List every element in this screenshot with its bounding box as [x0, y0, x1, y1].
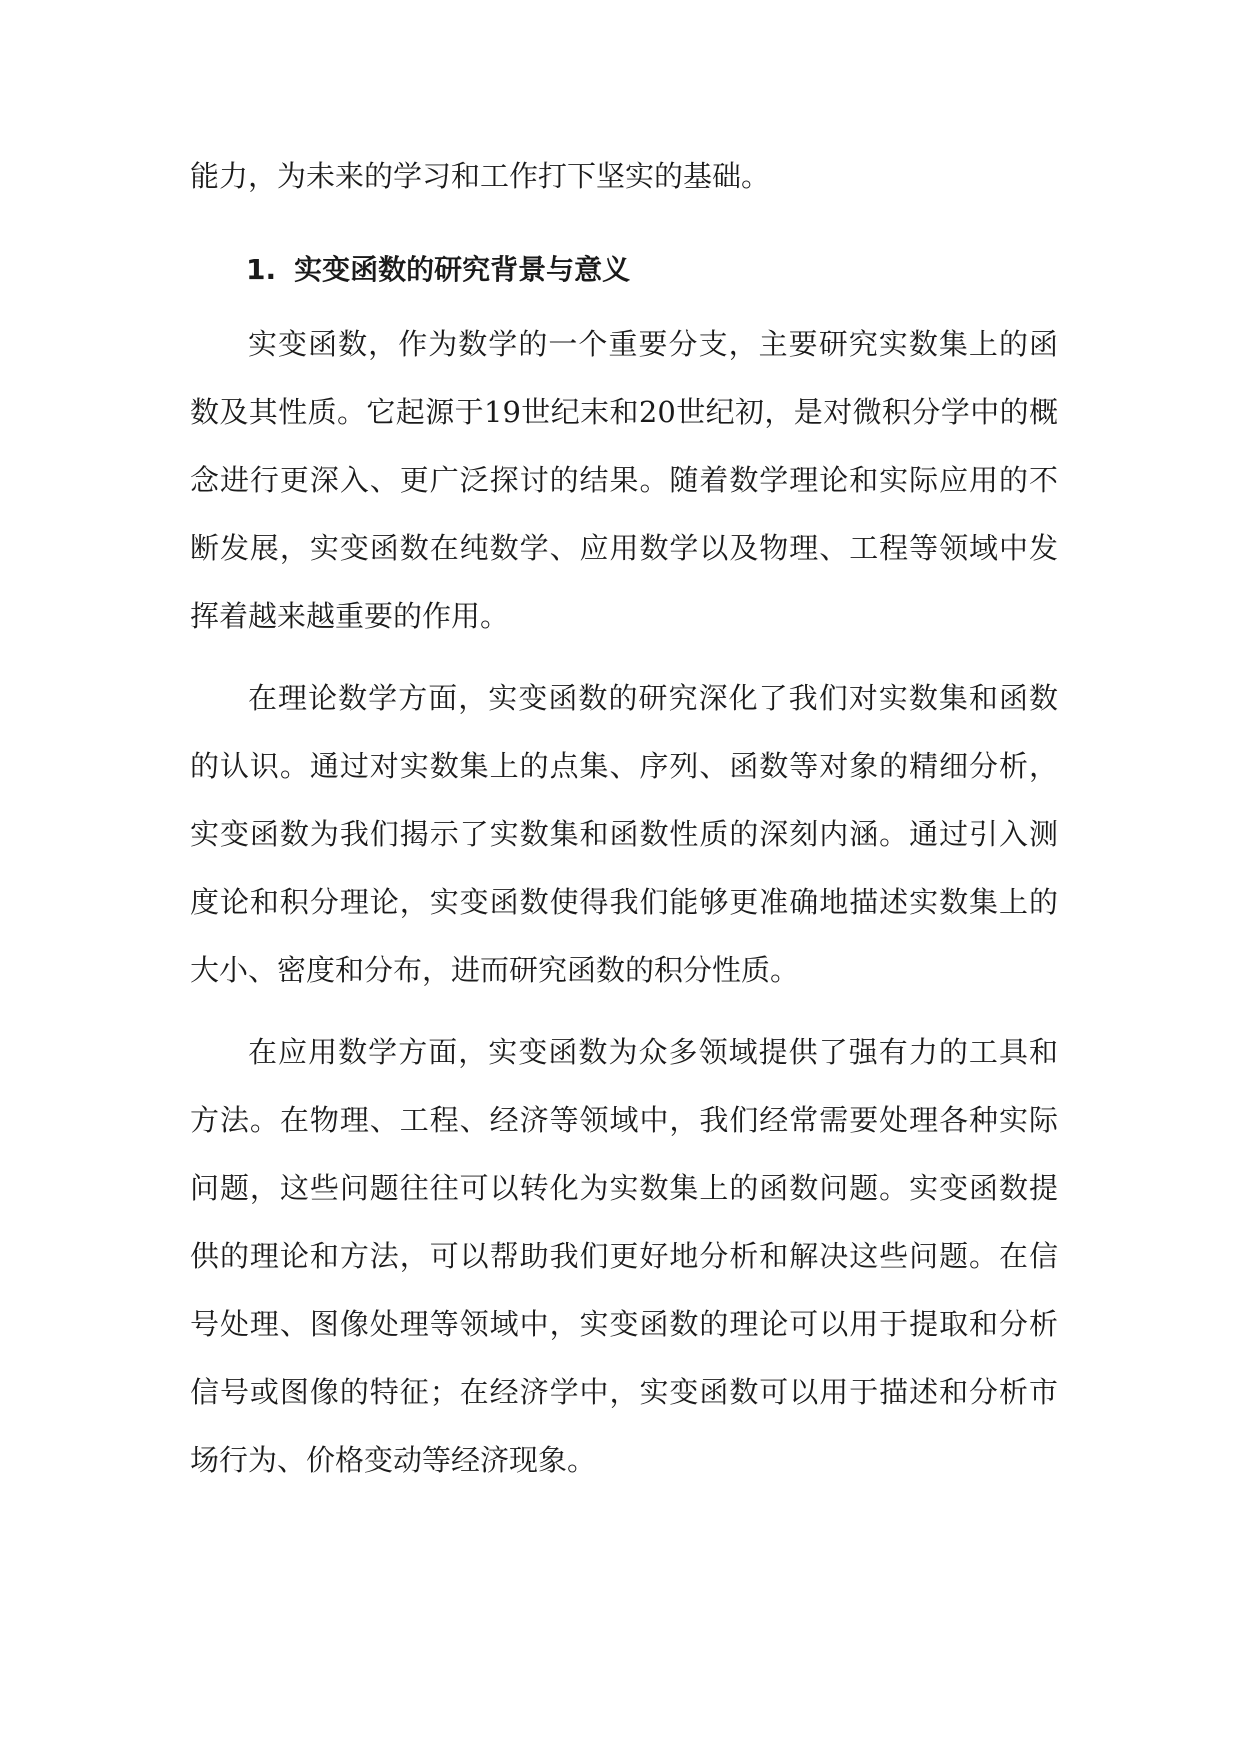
paragraph-application: 在应用数学方面，实变函数为众多领域提供了强有力的工具和方法。在物理、工程、经济等领域中，我们经常需要处理各种实际问题，这些问题往往可以转化为实数集上的函数问题。实变函数提供的理论和方法，可以帮助我们更好地分析和解决这些问题。在信号处理、图像处理等领域中，实变函数的理论可以用于提取和分析信号或图像的特征；在经济学中，实变函数可以用于描述和分析市场行为、价格变动等经济现象。	[190, 1035, 1058, 1477]
paragraph-gap	[190, 1004, 1058, 1018]
section-number: 1.	[246, 253, 277, 286]
paragraph-gap	[190, 650, 1058, 664]
paragraph-background: 实变函数，作为数学的一个重要分支，主要研究实数集上的函数及其性质。它起源于19世纪末和20世纪初，是对微积分学中的概念进行更深入、更广泛探讨的结果。随着数学理论和实际应用的不断发展，实变函数在纯数学、应用数学以及物理、工程等领域中发挥着越来越重要的作用。	[190, 327, 1058, 633]
paragraph-continuation: 能力，为未来的学习和工作打下坚实的基础。	[190, 159, 771, 193]
section-title: 实变函数的研究背景与意义	[294, 253, 631, 286]
document-body	[190, 142, 1058, 1494]
paragraph-theory: 在理论数学方面，实变函数的研究深化了我们对实数集和函数的认识。通过对实数集上的点集、序列、函数等对象的精细分析，实变函数为我们揭示了实数集和函数性质的深刻内涵。通过引入测度论和积分理论，实变函数使得我们能够更准确地描述实数集上的大小、密度和分布，进而研究函数的积分性质。	[190, 681, 1058, 987]
section-heading	[190, 236, 1058, 304]
